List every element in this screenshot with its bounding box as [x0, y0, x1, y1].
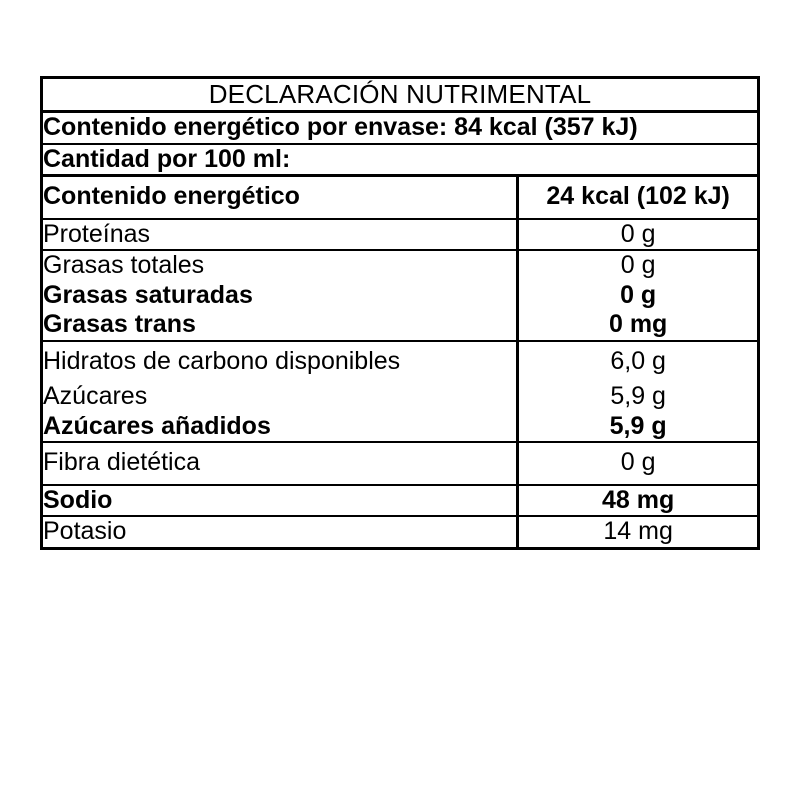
panel-title: DECLARACIÓN NUTRIMENTAL: [43, 79, 757, 112]
nutrient-value: 5,9 g: [518, 412, 757, 443]
nutrient-name: Azúcares: [43, 382, 148, 410]
nutrient-value: 0 g: [518, 442, 757, 485]
table-row-title: [43, 79, 757, 112]
nutrient-value: 48 mg: [518, 485, 757, 517]
nutrient-value: 0 g: [518, 281, 757, 311]
nutrient-name: Contenido energético: [43, 176, 518, 219]
table-row: [43, 412, 757, 443]
table-row: [43, 382, 757, 412]
nutrient-name: Sodio: [43, 485, 518, 517]
nutrient-name: Grasas trans: [43, 310, 518, 341]
table-row: [43, 219, 757, 251]
table-row: [43, 281, 757, 311]
nutrient-name: Azúcares añadidos: [43, 412, 518, 443]
nutrient-value: 5,9 g: [518, 382, 757, 412]
table-row: [43, 310, 757, 341]
nutrient-name: Grasas totales: [43, 251, 205, 279]
nutrient-name: Proteínas: [43, 219, 518, 251]
nutrient-value: 0 g: [518, 219, 757, 251]
table-row: [43, 442, 757, 485]
nutrient-name: Hidratos de carbono disponibles: [43, 346, 401, 375]
energy-per-package: Contenido energético por envase: 84 kcal (357 kJ): [43, 112, 757, 144]
nutrient-name: Grasas saturadas: [43, 280, 253, 309]
amount-per-serving-header: Cantidad por 100 ml:: [43, 144, 757, 176]
nutrient-value: 6,0 g: [518, 341, 757, 383]
table-row: [43, 250, 757, 281]
nutrition-facts-panel: [40, 76, 760, 550]
table-row: [43, 341, 757, 383]
nutrition-table: [43, 79, 757, 547]
nutrient-value: 0 g: [518, 250, 757, 281]
table-row-serving-header: [43, 144, 757, 176]
table-row-per-package: [43, 112, 757, 144]
nutrient-value: 14 mg: [518, 516, 757, 547]
nutrient-name: Potasio: [43, 517, 127, 545]
nutrient-value: 0 mg: [518, 310, 757, 341]
nutrient-name: Fibra dietética: [43, 442, 518, 485]
table-row: [43, 176, 757, 219]
nutrient-value: 24 kcal (102 kJ): [518, 176, 757, 219]
table-row: [43, 485, 757, 517]
table-row: [43, 516, 757, 547]
